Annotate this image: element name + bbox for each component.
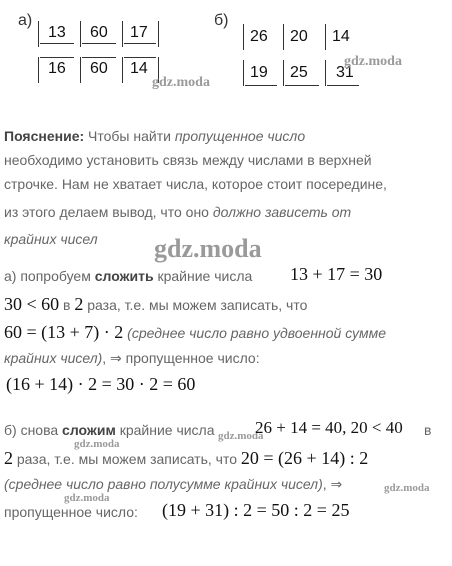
table-divider (80, 21, 81, 47)
equation: 26 + 14 = 40, 20 < 40 (255, 418, 403, 437)
label-b: б) (214, 12, 229, 29)
equation: 13 + 17 = 30 (290, 264, 383, 284)
equation: (19 + 31) : 2 = 50 : 2 = 25 (162, 500, 350, 520)
cell-value: 16 (48, 60, 66, 77)
underline (285, 85, 319, 86)
table-divider (158, 21, 159, 47)
table-divider (38, 21, 39, 47)
table-divider (243, 60, 244, 86)
explanation-line: строчке. Нам не хватает числа, которое стоит посередине, (4, 176, 387, 192)
explanation-line: Пояснение: Чтобы найти пропущенное число (4, 128, 306, 144)
explanation-line: из этого делаем вывод, что оно должно зависеть от (4, 204, 352, 220)
table-divider (122, 57, 123, 83)
explanation-line: необходимо установить связь между числами в верхней (4, 152, 372, 168)
watermark: gdz.moda (344, 54, 402, 69)
table-divider (122, 21, 123, 47)
underline (245, 85, 277, 86)
solution-b-line: 2 раза, т.е. мы можем записать, что 20 = (26 + 14) : 2 (4, 448, 369, 468)
table-divider (325, 24, 326, 50)
cell-value: 14 (332, 28, 350, 45)
solution-a-line: а) попробуем сложить крайние числа (4, 268, 253, 284)
cell-value: 13 (48, 24, 66, 41)
solution-a-line: 30 < 60 в 2 раза, т.е. мы можем записать, что (4, 294, 308, 314)
underline (327, 85, 359, 86)
solution-b-line: б) снова сложим крайние числа (4, 422, 215, 438)
underline (40, 43, 74, 44)
cell-value: 60 (90, 60, 108, 77)
underline (124, 43, 156, 44)
watermark: gdz.moda (64, 492, 110, 504)
cell-value: 60 (90, 24, 108, 41)
solution-b-line: пропущенное число: (4, 504, 138, 520)
table-divider (38, 57, 39, 83)
label-a: а) (18, 12, 33, 29)
equation: (16 + 14) · 2 = 30 · 2 = 60 (6, 374, 196, 394)
cell-value: 25 (290, 64, 308, 81)
solution-a-line: 60 = (13 + 7) · 2 (среднее число равно удвоенной сумме (4, 322, 387, 342)
watermark: gdz.moda (384, 482, 430, 494)
overline (124, 57, 156, 58)
table-divider (325, 60, 326, 86)
cell-value: 19 (250, 64, 268, 81)
overline (82, 57, 116, 58)
table-divider (243, 24, 244, 50)
solution-b-text: в (424, 422, 432, 438)
table-divider (283, 60, 284, 86)
watermark: gdz.moda (218, 430, 264, 442)
watermark: gdz.moda (152, 75, 210, 90)
table-divider (283, 24, 284, 50)
overline (40, 57, 74, 58)
explanation-heading: Пояснение: (4, 128, 85, 144)
table-divider (80, 57, 81, 83)
cell-value: 31 (336, 64, 354, 81)
explanation-line: крайних чисел (4, 231, 98, 247)
cell-value: 17 (130, 24, 148, 41)
solution-a-line: крайних чисел), ⇒ пропущенное число: (4, 350, 260, 366)
watermark: gdz.moda (154, 234, 262, 263)
watermark: gdz.moda (74, 438, 120, 450)
underline (82, 43, 116, 44)
cell-value: 26 (250, 28, 268, 45)
cell-value: 20 (290, 28, 308, 45)
cell-value: 14 (130, 60, 148, 77)
solution-b-line: (среднее число равно полусумме крайних чисел), ⇒ (4, 476, 343, 492)
